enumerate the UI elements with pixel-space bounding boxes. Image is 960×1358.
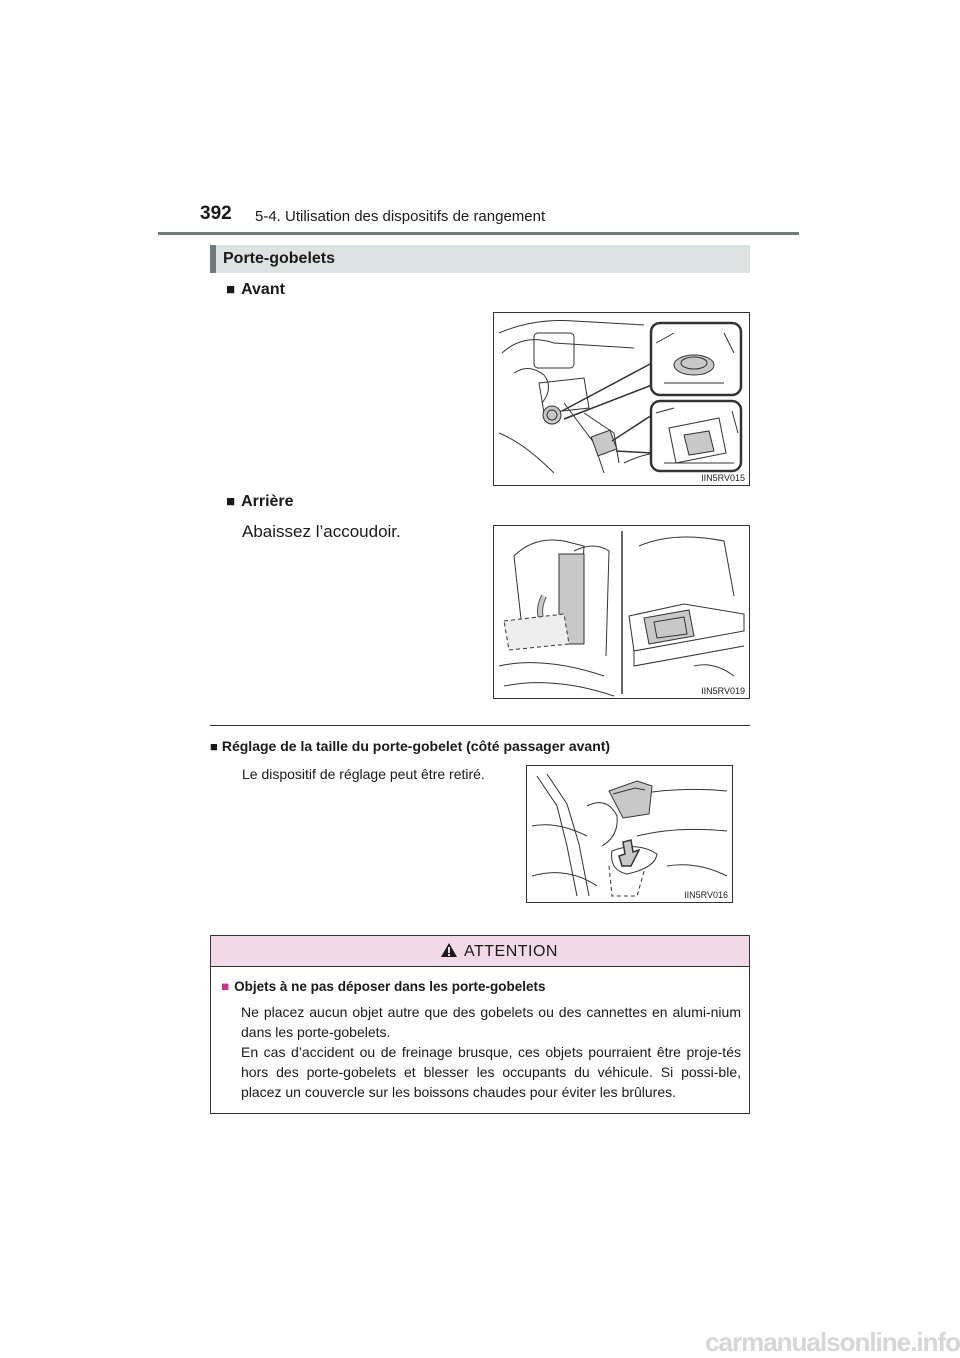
warning-box: [210, 935, 750, 1114]
subheading-adjuster: [210, 738, 610, 754]
square-bullet-icon: ■: [210, 739, 218, 754]
square-bullet-icon: ■: [221, 979, 230, 994]
section-heading-band: [210, 245, 750, 273]
warning-paragraph-2: En cas d’accident ou de freinage brusque, ces objets pourraient être proje-tés hors des porte-gobelets et blesser les occupants du véhicule. Si possi-ble, placez un couvercle sur les boissons chaudes pour éviter les brûlures.: [241, 1044, 741, 1100]
subheading-rear-label: Arrière: [241, 493, 294, 510]
illustration-rear-armrest: [493, 525, 750, 699]
warning-paragraph-1: Ne placez aucun objet autre que des gobelets ou des cannettes en alumi-nium dans les porte-gobelets.: [241, 1004, 741, 1040]
subheading-front-label: Avant: [241, 281, 285, 298]
page-number: 392: [200, 203, 232, 224]
square-bullet-icon: ■: [226, 493, 236, 510]
warning-label: ATTENTION: [464, 943, 558, 960]
adjuster-description: Le dispositif de réglage peut être retiré.: [242, 766, 485, 782]
rear-armrest-drawing: [494, 526, 749, 698]
figure-code-front: IIN5RV015: [701, 473, 745, 483]
front-console-drawing: [494, 313, 749, 485]
warning-subheading: [221, 979, 546, 994]
rear-instruction: Abaissez l’accoudoir.: [242, 522, 401, 541]
section-band-marker: [210, 245, 216, 273]
subheading-adjuster-label: Réglage de la taille du porte-gobelet (côté passager avant): [221, 738, 611, 754]
section-heading: Porte-gobelets: [223, 250, 336, 267]
subheading-rear: [226, 493, 294, 511]
warning-body: [241, 1002, 741, 1102]
illustration-front-cup-holders: [493, 312, 750, 486]
cup-holder-adjuster-drawing: [527, 766, 732, 902]
header-rule: [158, 232, 799, 235]
figure-code-rear: IIN5RV019: [701, 686, 745, 696]
warning-subheading-label: Objets à ne pas déposer dans les porte-gobelets: [234, 979, 546, 994]
watermark-text: carmanualsonline.info: [705, 1327, 960, 1357]
warning-triangle-icon: [440, 942, 458, 958]
section-title: 5-4. Utilisation des dispositifs de rangement: [255, 208, 546, 225]
subheading-front: [226, 281, 285, 299]
watermark: [705, 1327, 960, 1358]
divider-rule: [210, 725, 750, 726]
square-bullet-icon: ■: [226, 281, 236, 298]
figure-code-adjuster: IIN5RV016: [684, 890, 728, 900]
illustration-cup-holder-adjuster: [526, 765, 733, 903]
warning-header: [211, 936, 749, 967]
